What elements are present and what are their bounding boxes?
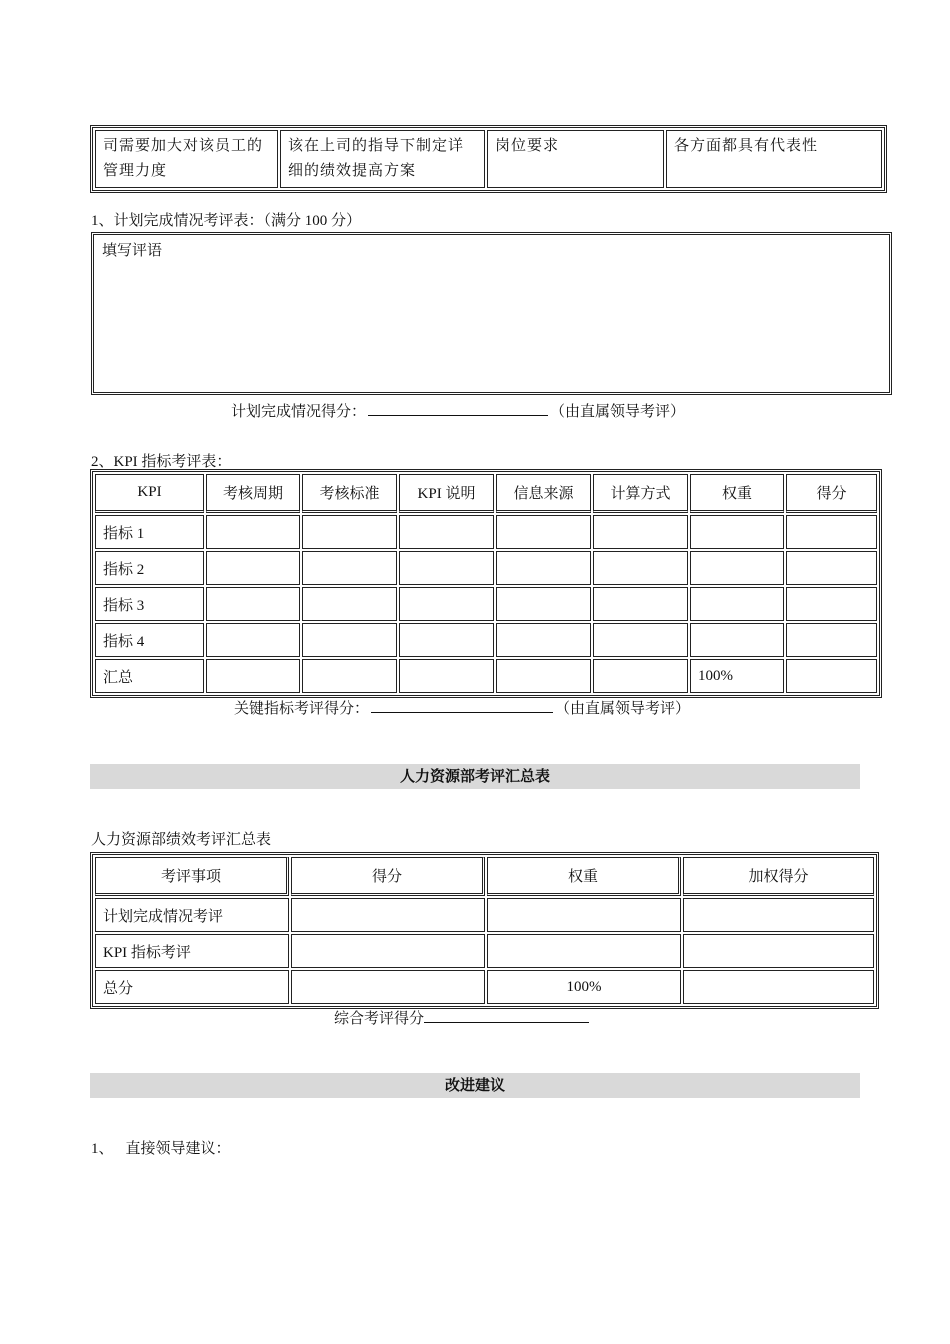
kpi-score-line — [234, 697, 690, 718]
table-cell[interactable] — [690, 551, 784, 585]
kpi-section-heading: 2、KPI 指标考评表： — [91, 454, 232, 470]
column-header: KPI 说明 — [399, 474, 494, 513]
table-cell[interactable] — [593, 623, 688, 657]
table-cell[interactable] — [690, 587, 784, 621]
table-cell: 各方面都具有代表性 — [666, 130, 882, 188]
table-cell: 总分 — [95, 970, 289, 1004]
hr-summary-bar: 人力资源部考评汇总表 — [90, 764, 860, 789]
plan-score-label: 计划完成情况得分： — [231, 404, 367, 420]
column-header: 加权得分 — [683, 857, 874, 896]
kpi-score-note: （由直属领导考评） — [555, 701, 691, 717]
table-cell[interactable] — [206, 623, 300, 657]
column-header: KPI — [95, 474, 204, 513]
plan-score-line — [231, 400, 685, 421]
column-header: 得分 — [291, 857, 485, 896]
table-cell[interactable] — [786, 587, 877, 621]
table-cell[interactable] — [302, 515, 397, 549]
table-cell[interactable] — [690, 623, 784, 657]
table-row — [95, 587, 877, 621]
table-cell[interactable] — [683, 934, 874, 968]
overall-score-label: 综合考评得分 — [334, 1011, 425, 1027]
table-cell[interactable] — [302, 587, 397, 621]
table-cell[interactable] — [593, 515, 688, 549]
table-cell[interactable] — [786, 659, 877, 693]
table-cell[interactable] — [683, 970, 874, 1004]
table-cell[interactable] — [291, 970, 485, 1004]
table-cell[interactable] — [302, 551, 397, 585]
plan-score-blank[interactable] — [368, 401, 548, 416]
table-cell[interactable] — [206, 551, 300, 585]
table-cell[interactable] — [291, 898, 485, 932]
column-header: 权重 — [690, 474, 784, 513]
column-header: 信息来源 — [496, 474, 591, 513]
item-text: 直接领导建议： — [125, 1141, 231, 1157]
hr-table-caption: 人力资源部绩效考评汇总表 — [91, 832, 272, 848]
kpi-score-blank[interactable] — [371, 698, 553, 713]
column-header: 考核标准 — [302, 474, 397, 513]
table-cell[interactable] — [593, 551, 688, 585]
table-cell[interactable] — [786, 623, 877, 657]
comment-placeholder: 填写评语 — [102, 243, 163, 259]
table-cell[interactable] — [496, 659, 591, 693]
table-cell[interactable] — [206, 587, 300, 621]
column-header: 得分 — [786, 474, 877, 513]
item-number: 1、 — [91, 1141, 114, 1157]
table-header-row — [95, 474, 877, 513]
table-row — [95, 659, 877, 693]
table-cell[interactable] — [690, 515, 784, 549]
table-row — [95, 934, 874, 968]
column-header: 考核周期 — [206, 474, 300, 513]
table-cell[interactable] — [399, 623, 494, 657]
table-cell[interactable] — [593, 659, 688, 693]
table-cell[interactable] — [206, 515, 300, 549]
table-cell: 汇总 — [95, 659, 204, 693]
table-header-row — [95, 857, 874, 896]
table-cell[interactable] — [399, 515, 494, 549]
table-cell: KPI 指标考评 — [95, 934, 289, 968]
table-cell[interactable] — [399, 587, 494, 621]
table-cell[interactable] — [291, 934, 485, 968]
table-cell[interactable] — [496, 515, 591, 549]
table-row — [95, 551, 877, 585]
evaluation-result-table — [90, 125, 887, 193]
table-cell[interactable] — [399, 659, 494, 693]
table-cell[interactable] — [399, 551, 494, 585]
table-cell[interactable] — [496, 623, 591, 657]
table-cell[interactable] — [487, 934, 681, 968]
table-cell[interactable] — [593, 587, 688, 621]
table-row — [95, 623, 877, 657]
hr-summary-table — [90, 852, 879, 1009]
table-row — [95, 515, 877, 549]
plan-section-heading: 1、计划完成情况考评表：（满分 100 分） — [91, 213, 362, 229]
column-header: 考评事项 — [95, 857, 289, 896]
table-cell[interactable] — [786, 551, 877, 585]
overall-score-line — [334, 1007, 591, 1028]
table-cell[interactable] — [206, 659, 300, 693]
table-cell[interactable] — [683, 898, 874, 932]
kpi-table — [90, 469, 882, 698]
table-row — [95, 130, 882, 188]
table-cell: 岗位要求 — [487, 130, 664, 188]
table-cell[interactable] — [302, 659, 397, 693]
table-cell[interactable] — [496, 587, 591, 621]
table-cell: 指标 2 — [95, 551, 204, 585]
column-header: 计算方式 — [593, 474, 688, 513]
table-cell: 指标 1 — [95, 515, 204, 549]
table-cell: 100% — [487, 970, 681, 1004]
table-cell: 指标 3 — [95, 587, 204, 621]
table-cell: 100% — [690, 659, 784, 693]
kpi-score-label: 关键指标考评得分： — [234, 701, 370, 717]
table-row — [95, 970, 874, 1004]
table-cell[interactable] — [496, 551, 591, 585]
improvement-item — [91, 1137, 231, 1158]
plan-score-note: （由直属领导考评） — [550, 404, 686, 420]
table-cell[interactable] — [786, 515, 877, 549]
improvement-bar: 改进建议 — [90, 1073, 860, 1098]
comment-box[interactable] — [91, 232, 892, 395]
table-cell: 指标 4 — [95, 623, 204, 657]
table-cell: 该在上司的指导下制定详细的绩效提高方案 — [280, 130, 485, 188]
table-cell[interactable] — [302, 623, 397, 657]
table-cell: 司需要加大对该员工的管理力度 — [95, 130, 278, 188]
table-cell[interactable] — [487, 898, 681, 932]
overall-score-blank[interactable] — [424, 1008, 589, 1023]
column-header: 权重 — [487, 857, 681, 896]
table-row — [95, 898, 874, 932]
table-cell: 计划完成情况考评 — [95, 898, 289, 932]
